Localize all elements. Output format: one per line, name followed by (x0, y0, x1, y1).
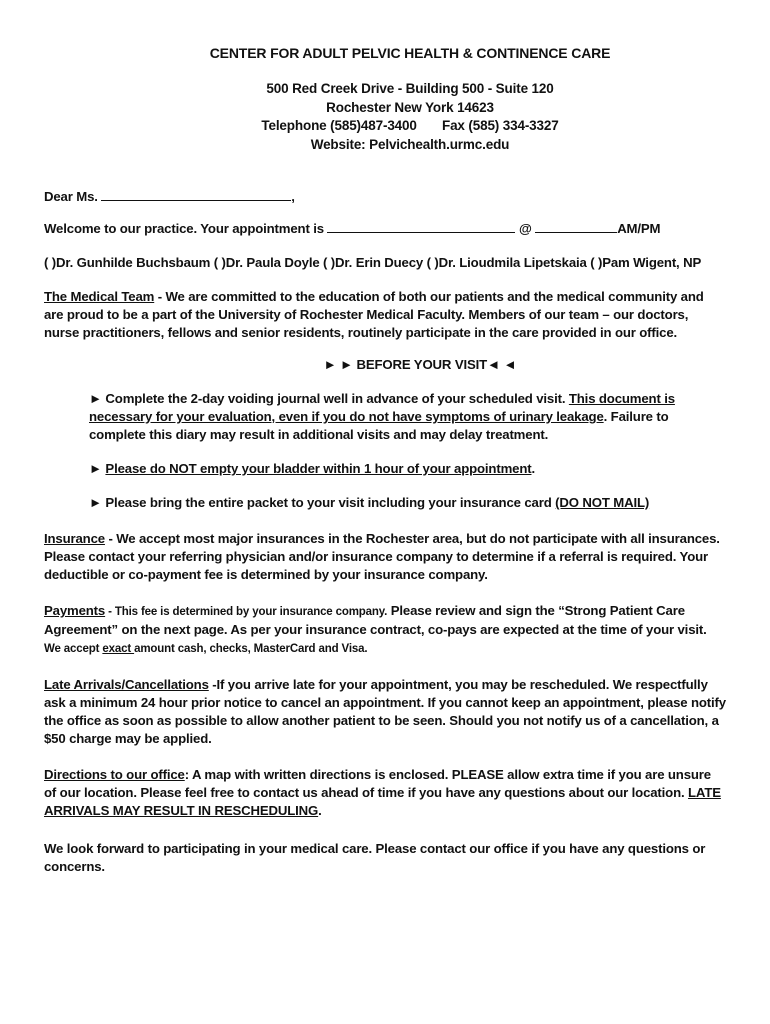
payments-heading: Payments (44, 603, 106, 618)
late-arrivals-warning: LATE ARRIVALS MAY RESULT IN RESCHEDULING (44, 785, 721, 818)
greeting-label: Dear Ms. (44, 189, 98, 204)
late-arrivals-paragraph (44, 676, 726, 748)
medical-team-heading: The Medical Team (44, 289, 155, 304)
payments-accept: We accept (44, 643, 103, 655)
directions-period: . (318, 803, 322, 818)
closing-paragraph: We look forward to participating in your medical care. Please contact our office if you have any questions or concerns. (44, 841, 706, 874)
late-arrivals-heading: Late Arrivals/Cancellations (44, 677, 209, 692)
before-visit-heading: ► ► BEFORE YOUR VISIT◄ ◄ (323, 357, 517, 372)
clinic-address-block (194, 80, 626, 154)
bullet-2-underlined: Please do NOT empty your bladder within 1 hour of your appointment (105, 461, 532, 476)
bullet-1-lead: ► Complete the 2-day voiding journal well in advance of your scheduled visit. (89, 391, 569, 406)
bullet-packet (89, 494, 726, 512)
provider-duecy[interactable]: )Dr. Erin Duecy ( (330, 255, 431, 270)
payments-fee-note: - This fee is determined by your insurance company. (105, 606, 388, 618)
welcome-text: Welcome to our practice. Your appointment is (44, 221, 324, 236)
bullet-1-tail: . Failure to complete this diary may result in additional visits and may delay treatment. (89, 409, 669, 442)
bullet-3-underlined: (DO NOT MAIL) (555, 495, 650, 510)
provider-wigent[interactable]: )Pam Wigent, NP (597, 255, 702, 270)
directions-heading: Directions to our office (44, 767, 185, 782)
greeting-line (44, 188, 726, 206)
bullet-2-arrow: ► (89, 461, 106, 476)
insurance-text: - We accept most major insurances in the Rochester area, but do not participate with all insurances. Please contact your referring physician and/or insurance company to determine if a referral is required. Your deductible or co-payment fee is determined by your insurance company. (44, 531, 720, 582)
medical-team-paragraph (44, 288, 726, 342)
provider-buchsbaum[interactable]: ( )Dr. Gunhilde Buchsbaum ( (44, 255, 218, 270)
bullet-2-tail: . (531, 461, 535, 476)
appointment-date-blank[interactable] (327, 220, 515, 233)
late-arrivals-text: -If you arrive late for your appointment, you may be rescheduled. We respectfully ask a minimum 24 hour prior notice to cancel an appointment. If you cannot keep an appointment, please notify the office as soon as possible to allow another patient to be seen. Should you not notify us of a cancellation, a $50 charge may be applied. (44, 677, 726, 746)
website: Website: Pelvichealth.urmc.edu (310, 136, 510, 152)
insurance-heading: Insurance (44, 531, 105, 546)
provider-choices (44, 254, 726, 272)
provider-doyle[interactable]: )Dr. Paula Doyle ( (221, 255, 328, 270)
greeting-comma: , (291, 189, 295, 204)
at-sign: @ (518, 221, 532, 236)
bullet-bladder (89, 460, 726, 478)
street-address: 500 Red Creek Drive - Building 500 - Suite 120 (266, 81, 554, 96)
directions-text: : A map with written directions is enclosed. PLEASE allow extra time if you are unsure of our location. Please feel free to contact us ahead of time if you have any questions about our location. (44, 767, 711, 800)
patient-name-blank[interactable] (101, 188, 291, 201)
medical-team-text: - We are committed to the education of both our patients and the medical community and are proud to be a part of the University of Rochester Medical Faculty. Members of our team – our doctors, nurse practitioners, fellows and senior residents, routinely participate in the care provided in our office. (44, 289, 704, 340)
city-line: Rochester New York 14623 (326, 99, 494, 115)
contact-line (194, 117, 626, 136)
telephone: Telephone (585)487-3400 (261, 118, 417, 133)
payments-methods: amount cash, checks, MasterCard and Visa. (134, 643, 368, 655)
insurance-paragraph (44, 530, 726, 584)
bullet-voiding-journal (89, 390, 726, 444)
ampm-label: AM/PM (617, 221, 661, 236)
provider-lipetskaia[interactable]: )Dr. Lioudmila Lipetskaia ( (434, 255, 595, 270)
directions-paragraph (44, 766, 726, 820)
appointment-time-blank[interactable] (535, 220, 617, 233)
clinic-title: CENTER FOR ADULT PELVIC HEALTH & CONTINENCE CARE (209, 45, 611, 61)
bullet-3-lead: ► Please bring the entire packet to your visit including your insurance card (89, 495, 556, 510)
payments-text: Please review and sign the “Strong Patient Care Agreement” on the next page. As per your insurance contract, co-pays are expected at the time of your visit. (44, 603, 707, 637)
appointment-line (44, 220, 726, 238)
bullet-1-underlined: This document is necessary for your evaluation, even if you do not have symptoms of urinary leakage (89, 391, 675, 424)
payments-paragraph (44, 602, 726, 658)
payments-exact: exact (102, 643, 135, 655)
fax: Fax (585) 334-3327 (441, 118, 559, 133)
